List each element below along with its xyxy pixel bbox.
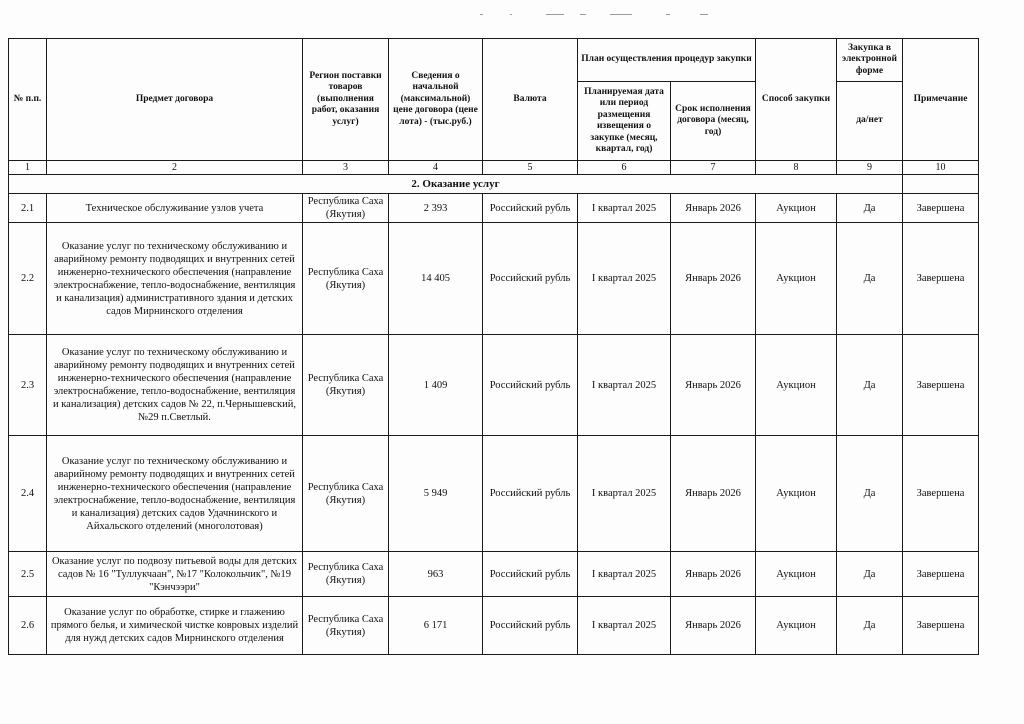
row-num: 2.1 [9, 194, 47, 223]
row-method: Аукцион [756, 597, 837, 655]
header-term: Срок исполнения договора (месяц, год) [671, 82, 756, 161]
column-number: 9 [837, 161, 903, 175]
row-region: Республика Саха (Якутия) [303, 436, 389, 552]
row-price: 14 405 [389, 223, 483, 335]
row-num: 2.5 [9, 552, 47, 597]
row-price: 5 949 [389, 436, 483, 552]
row-method: Аукцион [756, 223, 837, 335]
header-num: № п.п. [9, 39, 47, 161]
row-electronic: Да [837, 597, 903, 655]
row-electronic: Да [837, 335, 903, 436]
row-num: 2.4 [9, 436, 47, 552]
row-price: 2 393 [389, 194, 483, 223]
row-subject: Оказание услуг по техническому обслуживанию и аварийному ремонту подводящих и внутренних сетей инженерно-технического обеспечения (направление электроснабжение, тепло-водоснабжение, вентиляция и канализация) административного здания и детских садов Мирнинского отделения [47, 223, 303, 335]
column-number: 1 [9, 161, 47, 175]
row-method: Аукцион [756, 335, 837, 436]
row-region: Республика Саха (Якутия) [303, 335, 389, 436]
row-currency: Российский рубль [483, 194, 578, 223]
header-method: Способ закупки [756, 39, 837, 161]
header-note: Примечание [903, 39, 979, 161]
column-number: 7 [671, 161, 756, 175]
header-price: Сведения о начальной (максимальной) цене договора (цене лота) - (тыс.руб.) [389, 39, 483, 161]
row-planned-date: I квартал 2025 [578, 552, 671, 597]
row-note: Завершена [903, 552, 979, 597]
column-number: 10 [903, 161, 979, 175]
row-region: Республика Саха (Якутия) [303, 194, 389, 223]
header-currency: Валюта [483, 39, 578, 161]
row-note: Завершена [903, 223, 979, 335]
row-subject: Оказание услуг по техническому обслуживанию и аварийному ремонту подводящих и внутренних сетей инженерно-технического обеспечения (направление электроснабжение, тепло-водоснабжение, вентиляция и канализация) детских садов № 22, п.Чернышевский, №29 п.Светлый. [47, 335, 303, 436]
section-blank-cell [903, 175, 979, 194]
section-row [9, 175, 979, 194]
header-plan-group: План осуществления процедур закупки [578, 39, 756, 82]
row-region: Республика Саха (Якутия) [303, 552, 389, 597]
section-title: 2. Оказание услуг [9, 175, 903, 194]
table-row [9, 194, 979, 223]
header-electronic-sub: да/нет [837, 82, 903, 161]
table-row [9, 223, 979, 335]
row-subject: Техническое обслуживание узлов учета [47, 194, 303, 223]
row-planned-date: I квартал 2025 [578, 223, 671, 335]
row-subject: Оказание услуг по техническому обслуживанию и аварийному ремонту подводящих и внутренних сетей инженерно-технического обеспечения (направление электроснабжение, тепло-водоснабжение, вентиляция и канализация) детских садов Удачнинского и Айхальского отделений (многолотовая) [47, 436, 303, 552]
column-number: 8 [756, 161, 837, 175]
row-price: 6 171 [389, 597, 483, 655]
row-electronic: Да [837, 436, 903, 552]
table-row [9, 335, 979, 436]
header-region: Регион поставки товаров (выполнения работ, оказания услуг) [303, 39, 389, 161]
scan-noise [480, 14, 740, 24]
row-method: Аукцион [756, 552, 837, 597]
procurement-plan-table [8, 38, 979, 655]
row-note: Завершена [903, 194, 979, 223]
row-currency: Российский рубль [483, 335, 578, 436]
row-electronic: Да [837, 223, 903, 335]
column-number: 5 [483, 161, 578, 175]
column-number: 4 [389, 161, 483, 175]
row-method: Аукцион [756, 194, 837, 223]
row-electronic: Да [837, 552, 903, 597]
row-term: Январь 2026 [671, 335, 756, 436]
row-term: Январь 2026 [671, 436, 756, 552]
column-number-row [9, 161, 979, 175]
row-note: Завершена [903, 335, 979, 436]
row-note: Завершена [903, 597, 979, 655]
row-region: Республика Саха (Якутия) [303, 597, 389, 655]
row-num: 2.2 [9, 223, 47, 335]
column-number: 6 [578, 161, 671, 175]
row-term: Январь 2026 [671, 597, 756, 655]
header-electronic-group: Закупка в электронной форме [837, 39, 903, 82]
row-method: Аукцион [756, 436, 837, 552]
column-number: 2 [47, 161, 303, 175]
row-note: Завершена [903, 436, 979, 552]
row-subject: Оказание услуг по обработке, стирке и глажению прямого белья, и химической чистке ковровых изделий для нужд детских садов Мирнинского отделения [47, 597, 303, 655]
row-planned-date: I квартал 2025 [578, 335, 671, 436]
row-term: Январь 2026 [671, 194, 756, 223]
row-planned-date: I квартал 2025 [578, 597, 671, 655]
row-currency: Российский рубль [483, 552, 578, 597]
row-price: 1 409 [389, 335, 483, 436]
row-electronic: Да [837, 194, 903, 223]
row-region: Республика Саха (Якутия) [303, 223, 389, 335]
row-subject: Оказание услуг по подвозу питьевой воды для детских садов № 16 "Туллукчаан", №17 "Колокольчик", №19 "Кэнчээри" [47, 552, 303, 597]
row-term: Январь 2026 [671, 552, 756, 597]
row-num: 2.3 [9, 335, 47, 436]
table-row [9, 436, 979, 552]
table-row [9, 597, 979, 655]
header-planned-date: Планируемая дата или период размещения извещения о закупке (месяц, квартал, год) [578, 82, 671, 161]
row-term: Январь 2026 [671, 223, 756, 335]
row-planned-date: I квартал 2025 [578, 194, 671, 223]
row-price: 963 [389, 552, 483, 597]
row-num: 2.6 [9, 597, 47, 655]
row-planned-date: I квартал 2025 [578, 436, 671, 552]
header-subject: Предмет договора [47, 39, 303, 161]
row-currency: Российский рубль [483, 436, 578, 552]
column-number: 3 [303, 161, 389, 175]
row-currency: Российский рубль [483, 223, 578, 335]
table-row [9, 552, 979, 597]
row-currency: Российский рубль [483, 597, 578, 655]
